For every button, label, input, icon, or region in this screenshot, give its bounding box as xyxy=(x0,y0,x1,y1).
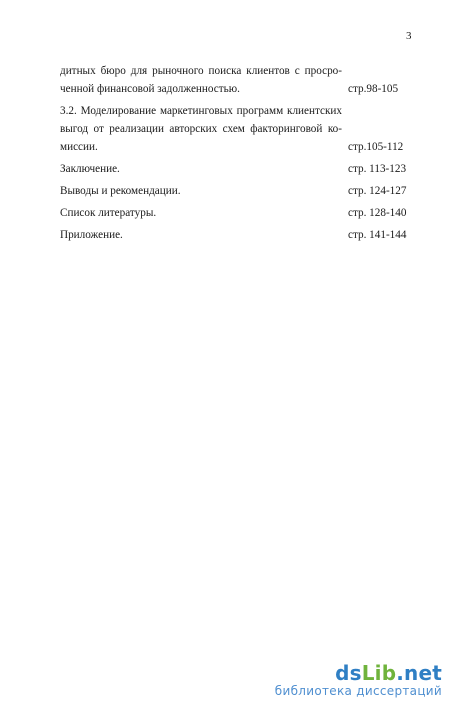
toc-entry-text: миссии. xyxy=(60,141,98,153)
toc-page-range: стр.98-105 xyxy=(348,83,399,95)
toc-entry-text: Приложение. xyxy=(60,229,123,241)
toc-entry-text: ченной финансовой задолженностью. xyxy=(60,83,240,95)
page-number: 3 xyxy=(406,30,412,42)
dslib-watermark xyxy=(270,662,442,699)
toc-entry-modeling-line-3 xyxy=(60,138,420,156)
toc-entry-modeling-line-1 xyxy=(60,102,420,120)
toc-entry-text: 3.2. Моделирование маркетинговых программ клиентских xyxy=(60,105,342,117)
toc-entry-bibliography xyxy=(60,204,420,222)
toc-entry-text: Список литературы. xyxy=(60,207,157,219)
dslib-logo: dsLib.net xyxy=(335,661,442,685)
toc-entry-modeling-line-2 xyxy=(60,120,420,138)
toc-entry-appendix xyxy=(60,226,420,244)
toc-entry-text: Заключение. xyxy=(60,163,120,175)
dslib-subtitle: библиотека диссертаций xyxy=(274,684,442,698)
toc-page-range: стр. 128-140 xyxy=(348,207,407,219)
toc-entry-credit-bureaus-line-2 xyxy=(60,80,420,98)
toc-page-range: стр.105-112 xyxy=(348,141,404,153)
toc-entry-text: дитных бюро для рыночного поиска клиентов с просро- xyxy=(60,65,342,77)
table-of-contents xyxy=(60,62,420,244)
toc-page-range: стр. 124-127 xyxy=(348,185,407,197)
toc-entry-text: Выводы и рекомендации. xyxy=(60,185,181,197)
toc-entry-conclusion xyxy=(60,160,420,178)
toc-page-range: стр. 113-123 xyxy=(348,163,407,175)
toc-entry-credit-bureaus-line-1 xyxy=(60,62,420,80)
toc-entry-text: выгод от реализации авторских схем факторинговой ко- xyxy=(60,123,342,135)
toc-page-range: стр. 141-144 xyxy=(348,229,407,241)
toc-entry-findings xyxy=(60,182,420,200)
